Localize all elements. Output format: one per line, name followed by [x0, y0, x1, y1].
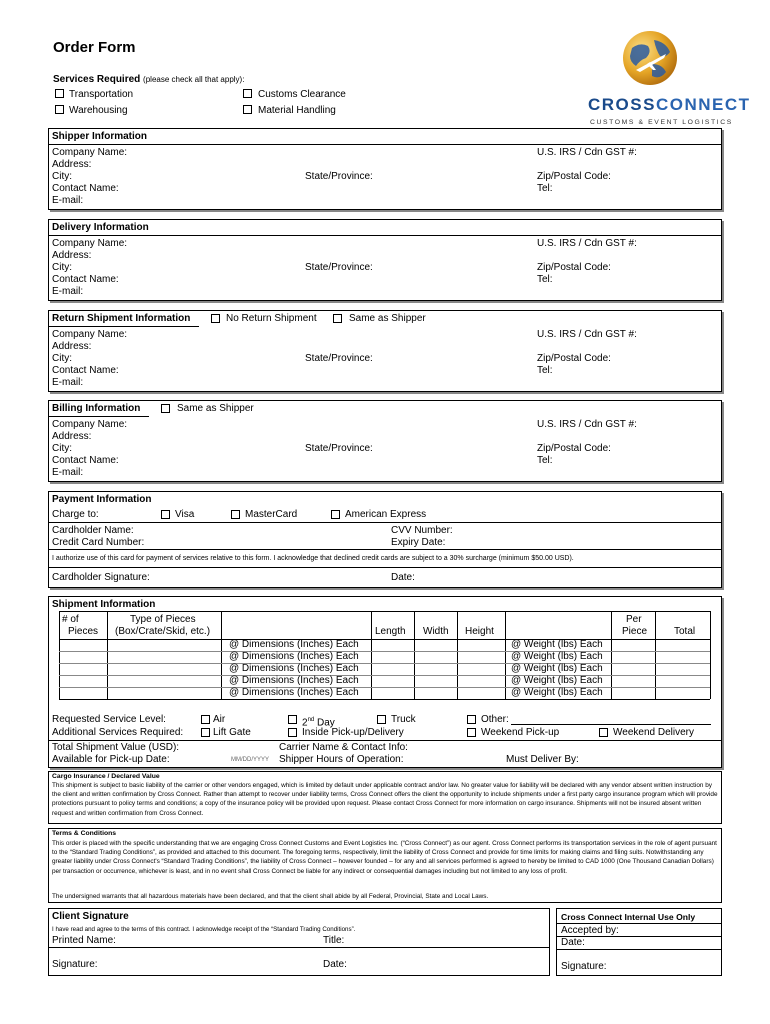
total-header: Total: [674, 626, 696, 637]
cargo-heading: Cargo Insurance / Declared Value: [52, 773, 160, 780]
warehousing-checkbox[interactable]: [55, 105, 64, 114]
company-name-field[interactable]: Company Name:: [52, 419, 128, 430]
weekend-delivery-checkbox[interactable]: [599, 728, 608, 737]
accepted-by-field[interactable]: Accepted by:: [561, 925, 619, 936]
contact-name-field[interactable]: Contact Name:: [52, 455, 119, 466]
pickup-date-field[interactable]: Available for Pick-up Date:: [52, 754, 170, 765]
table-row-weight[interactable]: @ Weight (lbs) Each: [511, 651, 603, 662]
state-field[interactable]: State/Province:: [305, 171, 373, 182]
visa-label: Visa: [175, 509, 195, 520]
table-row-weight[interactable]: @ Weight (lbs) Each: [511, 675, 603, 686]
state-field[interactable]: State/Province:: [305, 353, 373, 364]
lift-gate-checkbox[interactable]: [201, 728, 210, 737]
page-title: Order Form: [53, 39, 136, 56]
address-field[interactable]: Address:: [52, 431, 92, 442]
zip-field[interactable]: Zip/Postal Code:: [537, 443, 611, 454]
inside-pickup-checkbox[interactable]: [288, 728, 297, 737]
table-row-weight[interactable]: @ Weight (lbs) Each: [511, 663, 603, 674]
lift-gate-label: Lift Gate: [213, 727, 251, 738]
transportation-label: Transportation: [69, 89, 134, 100]
email-field[interactable]: E-mail:: [52, 286, 84, 297]
table-row-dim[interactable]: @ Dimensions (Inches) Each: [229, 675, 359, 686]
company-name-field[interactable]: Company Name:: [52, 329, 128, 340]
mastercard-label: MasterCard: [245, 509, 298, 520]
inside-pickup-label: Inside Pick-up/Delivery: [302, 727, 404, 738]
piece-header: Piece: [622, 626, 648, 637]
brand-name: CROSSCONNECT: [588, 95, 751, 114]
transportation-checkbox[interactable]: [55, 89, 64, 98]
service-level-label: Requested Service Level:: [52, 714, 166, 725]
irs-gst-field[interactable]: U.S. IRS / Cdn GST #:: [537, 147, 637, 158]
warehousing-label: Warehousing: [69, 105, 128, 116]
irs-gst-field[interactable]: U.S. IRS / Cdn GST #:: [537, 238, 637, 249]
hours-field[interactable]: Shipper Hours of Operation:: [279, 754, 404, 765]
city-field[interactable]: City:: [52, 171, 72, 182]
city-field[interactable]: City:: [52, 443, 72, 454]
city-field[interactable]: City:: [52, 262, 72, 273]
shipment-section: [48, 596, 722, 768]
email-field[interactable]: E-mail:: [52, 377, 84, 388]
tel-field[interactable]: Tel:: [537, 183, 553, 194]
return-heading: Return Shipment Information: [52, 313, 191, 324]
length-header: Length: [375, 626, 406, 637]
truck-checkbox[interactable]: [377, 715, 386, 724]
return-same-as-shipper-checkbox[interactable]: [333, 314, 342, 323]
carrier-field[interactable]: Carrier Name & Contact Info:: [279, 742, 408, 753]
address-field[interactable]: Address:: [52, 341, 92, 352]
company-name-field[interactable]: Company Name:: [52, 238, 128, 249]
additional-services-label: Additional Services Required:: [52, 727, 184, 738]
per-header: Per: [626, 614, 642, 625]
height-header: Height: [465, 626, 494, 637]
tel-field[interactable]: Tel:: [537, 455, 553, 466]
client-signature-section: [48, 908, 550, 976]
contact-name-field[interactable]: Contact Name:: [52, 274, 119, 285]
weekend-pickup-checkbox[interactable]: [467, 728, 476, 737]
contact-name-field[interactable]: Contact Name:: [52, 183, 119, 194]
amex-checkbox[interactable]: [331, 510, 340, 519]
return-section: [48, 310, 722, 392]
must-deliver-field[interactable]: Must Deliver By:: [506, 754, 579, 765]
table-row-weight[interactable]: @ Weight (lbs) Each: [511, 687, 603, 698]
air-label: Air: [213, 714, 226, 725]
billing-heading: Billing Information: [52, 403, 141, 414]
brand-tagline: CUSTOMS & EVENT LOGISTICS: [590, 119, 733, 126]
email-field[interactable]: E-mail:: [52, 195, 84, 206]
internal-date-field[interactable]: Date:: [561, 937, 585, 948]
other-checkbox[interactable]: [467, 715, 476, 724]
pieces-header: # of: [62, 614, 79, 625]
printed-name-field[interactable]: Printed Name:: [52, 935, 116, 946]
second-day-label: 2nd Day: [302, 717, 335, 729]
table-row-dim[interactable]: @ Dimensions (Inches) Each: [229, 639, 359, 650]
total-value-field[interactable]: Total Shipment Value (USD):: [52, 742, 180, 753]
billing-section: [48, 400, 722, 482]
client-agreement-text: I have read and agree to the terms of this contract. I acknowledge receipt of the “Standard Trading Conditions”.: [52, 926, 356, 933]
table-row-dim[interactable]: @ Dimensions (Inches) Each: [229, 687, 359, 698]
state-field[interactable]: State/Province:: [305, 262, 373, 273]
hazmat-text: The undersigned warrants that all hazardous materials have been declared, and that the client shall abide by all Federal, Provincial, State and Local Laws.: [52, 893, 489, 900]
email-field[interactable]: E-mail:: [52, 467, 84, 478]
internal-signature-field[interactable]: Signature:: [561, 961, 607, 972]
client-signature-heading: Client Signature: [52, 911, 129, 922]
material-handling-checkbox[interactable]: [243, 105, 252, 114]
delivery-heading: Delivery Information: [52, 222, 149, 233]
city-field[interactable]: City:: [52, 353, 72, 364]
shipper-section: [48, 128, 722, 210]
zip-field[interactable]: Zip/Postal Code:: [537, 262, 611, 273]
payment-date-field[interactable]: Date:: [391, 572, 415, 583]
irs-gst-field[interactable]: U.S. IRS / Cdn GST #:: [537, 419, 637, 430]
cargo-section: [48, 771, 722, 824]
return-same-as-shipper-label: Same as Shipper: [349, 313, 426, 324]
payment-section: [48, 491, 722, 588]
cvv-field[interactable]: CVV Number:: [391, 525, 453, 536]
delivery-section: [48, 219, 722, 301]
client-signature-field[interactable]: Signature:: [52, 959, 98, 970]
cargo-text: This shipment is subject to basic liability of the carrier or other vendors engaged, which is limited by default under applicable contract and/or law. No greater value for liability will be declared with any vendor absent written instruction by the client and written confirmation by Cross Connect. Rather than attempt to recover under liability terms, Cross Connect offers the client the opportunity to include shipments under a first party cargo insurance program which will provide protections pursuant to policy terms and conditions; a copy of the insurance policy will be provided upon request. Please contact Cross Connect for more information on cargo insurance. Shipments will not be insured absent written request and written confirmation from Cross Connect.: [52, 782, 718, 817]
shipper-heading: Shipper Information: [52, 131, 147, 142]
irs-gst-field[interactable]: U.S. IRS / Cdn GST #:: [537, 329, 637, 340]
customs-clearance-checkbox[interactable]: [243, 89, 252, 98]
cardholder-signature-field[interactable]: Cardholder Signature:: [52, 572, 150, 583]
authorization-text: I authorize use of this card for payment of services relative to this form. I acknowledge that declined credit cards are subject to a 30% surcharge (minimum $50.00 USD).: [52, 555, 574, 562]
weekend-pickup-label: Weekend Pick-up: [481, 727, 560, 738]
mastercard-checkbox[interactable]: [231, 510, 240, 519]
billing-same-as-shipper-label: Same as Shipper: [177, 403, 254, 414]
internal-use-section: [556, 908, 722, 976]
globe-logo-icon: [622, 30, 678, 86]
billing-same-as-shipper-checkbox[interactable]: [161, 404, 170, 413]
address-field[interactable]: Address:: [52, 159, 92, 170]
table-row-weight[interactable]: @ Weight (lbs) Each: [511, 639, 603, 650]
expiry-field[interactable]: Expiry Date:: [391, 537, 446, 548]
charge-to-label: Charge to:: [52, 509, 99, 520]
visa-checkbox[interactable]: [161, 510, 170, 519]
terms-section: [48, 828, 722, 903]
amex-label: American Express: [345, 509, 427, 520]
width-header: Width: [423, 626, 449, 637]
state-field[interactable]: State/Province:: [305, 443, 373, 454]
type-header-line2: (Box/Crate/Skid, etc.): [115, 626, 211, 637]
no-return-label: No Return Shipment: [226, 313, 317, 324]
terms-text: This order is placed with the specific understanding that we are engaging Cross Connect Customs and Event Logistics Inc. (“Cross Connect”) as our agent. Cross Connect performs its transportation services in the role of agent pursuant to the “Standard Trading Conditions”, as provided and attached to this document. The foregoing terms, respectively, limit the liability of Cross Connect and provide for time limits for making claims and filing suits. Notwithstanding any greater liability under Cross Connect's “Standard Trading Conditions”, the liability of Cross Connect – however founded – for any and all services performed is agreed to hereby be limited to CAD 1000 (One Thousand Canadian Dollars) per transaction or occurrence, whichever is least, and in no event shall Cross Connect be liable for any indirect or consequential damages including but not limited to any loss of profit.: [52, 840, 717, 875]
air-checkbox[interactable]: [201, 715, 210, 724]
internal-use-heading: Cross Connect Internal Use Only: [561, 912, 696, 922]
tel-field[interactable]: Tel:: [537, 365, 553, 376]
contact-name-field[interactable]: Contact Name:: [52, 365, 119, 376]
other-label: Other:: [481, 714, 509, 725]
card-number-field[interactable]: Credit Card Number:: [52, 537, 145, 548]
zip-field[interactable]: Zip/Postal Code:: [537, 353, 611, 364]
customs-clearance-label: Customs Clearance: [258, 89, 346, 100]
material-handling-label: Material Handling: [258, 105, 336, 116]
shipment-heading: Shipment Information: [52, 599, 156, 610]
company-name-field[interactable]: Company Name:: [52, 147, 128, 158]
table-row-dim[interactable]: @ Dimensions (Inches) Each: [229, 663, 359, 674]
terms-heading: Terms & Conditions: [52, 830, 117, 837]
payment-heading: Payment Information: [52, 494, 152, 505]
client-title-field[interactable]: Title:: [323, 935, 345, 946]
services-heading: Services Required (please check all that apply):: [53, 74, 245, 85]
address-field[interactable]: Address:: [52, 250, 92, 261]
weekend-delivery-label: Weekend Delivery: [613, 727, 694, 738]
date-format-hint: MM/DD/YYYY: [231, 757, 270, 763]
no-return-checkbox[interactable]: [211, 314, 220, 323]
pieces-header-line2: Pieces: [68, 626, 99, 637]
truck-label: Truck: [391, 714, 416, 725]
type-header: Type of Pieces: [130, 614, 196, 625]
tel-field[interactable]: Tel:: [537, 274, 553, 285]
cardholder-name-field[interactable]: Cardholder Name:: [52, 525, 134, 536]
zip-field[interactable]: Zip/Postal Code:: [537, 171, 611, 182]
table-row-dim[interactable]: @ Dimensions (Inches) Each: [229, 651, 359, 662]
client-date-field[interactable]: Date:: [323, 959, 347, 970]
second-day-checkbox[interactable]: [288, 715, 297, 724]
